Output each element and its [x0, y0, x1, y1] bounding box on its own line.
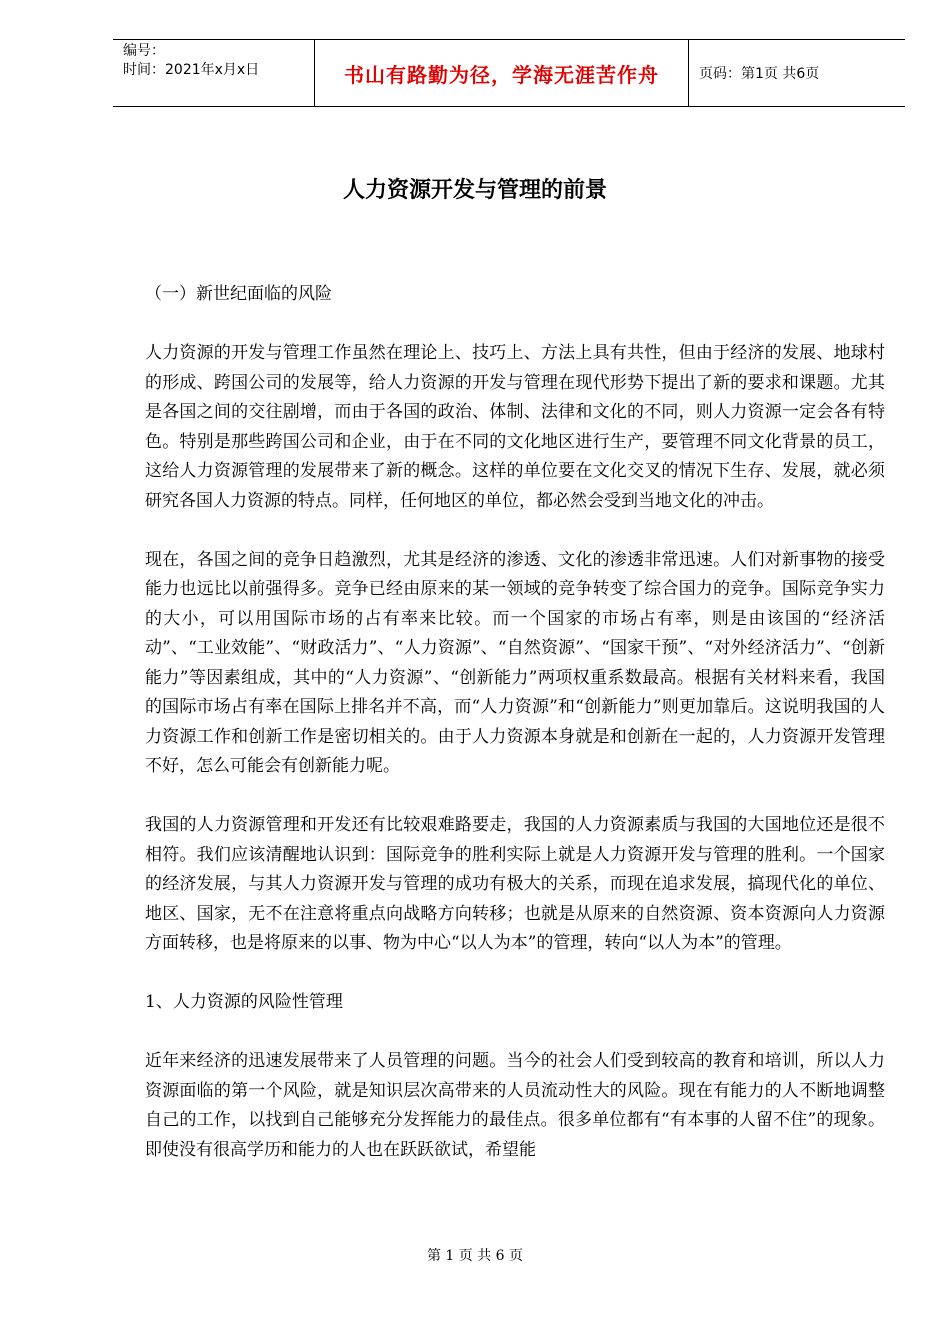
- header-number-label: 编号：: [123, 43, 165, 59]
- subsection-heading: 1、人力资源的风险性管理: [145, 992, 343, 1012]
- document-body: [145, 280, 885, 1195]
- page-footer: 第 1 页 共 6 页: [426, 1248, 524, 1264]
- body-paragraph: 我国的人力资源管理和开发还有比较艰难路要走，我国的人力资源素质与我国的大国地位还是很不相符。我们应该清醒地认识到：国际竞争的胜利实际上就是人力资源开发与管理的胜利。一个国家的经济发展，与其人力资源开发与管理的成功有极大的关系，而现在追求发展，搞现代化的单位、地区、国家，无不在注意将重点向战略方向转移；也就是从原来的自然资源、资本资源向人力资源方面转移，也是将原来的以事、物为中心“以人为本”的管理，转向“以人为本”的管理。: [145, 815, 885, 953]
- header-motto: 书山有路勤为径，学海无涯苦作舟: [315, 40, 689, 106]
- document-title: 人力资源开发与管理的前景: [342, 178, 607, 203]
- document-header: [113, 39, 905, 107]
- body-paragraph: 人力资源的开发与管理工作虽然在理论上、技巧上、方法上具有共性，但由于经济的发展、地球村的形成、跨国公司的发展等，给人力资源的开发与管理在现代形势下提出了新的要求和课题。尤其是各国之间的交往剧增，而由于各国的政治、体制、法律和文化的不同，则人力资源一定会各有特色。特别是那些跨国公司和企业，由于在不同的文化地区进行生产，要管理不同文化背景的员工，这给人力资源管理的发展带来了新的概念。这样的单位要在文化交叉的情况下生存、发展，就必须研究各国人力资源的特点。同样，任何地区的单位，都必然会受到当地文化的冲击。: [145, 343, 885, 511]
- header-page-info: 页码：第1页 共6页: [699, 66, 820, 82]
- body-paragraph: 近年来经济的迅速发展带来了人员管理的问题。当今的社会人们受到较高的教育和培训，所以人力资源面临的第一个风险，就是知识层次高带来的人员流动性大的风险。现在有能力的人不断地调整自己的工作，以找到自己能够充分发挥能力的最佳点。很多单位都有“有本事的人留不住”的现象。即使没有很高学历和能力的人也在跃跃欲试，希望能: [145, 1051, 885, 1160]
- section-heading: （一）新世纪面临的风险: [145, 284, 332, 304]
- header-time-label: 时间：2021年x月x日: [123, 62, 260, 78]
- header-meta-cell: [113, 40, 315, 106]
- body-paragraph: 现在，各国之间的竞争日趋激烈，尤其是经济的渗透、文化的渗透非常迅速。人们对新事物的接受能力也远比以前强得多。竞争已经由原来的某一领域的竞争转变了综合国力的竞争。国际竞争实力的大小，可以用国际市场的占有率来比较。而一个国家的市场占有率，则是由该国的“经济活动”、“工业效能”、“财政活力”、“人力资源”、“自然资源”、“国家干预”、“对外经济活力”、“创新能力”等因素组成，其中的“人力资源”、“创新能力”两项权重系数最高。根据有关材料来看，我国的国际市场占有率在国际上排名并不高，而“人力资源”和“创新能力”则更加靠后。这说明我国的人力资源工作和创新工作是密切相关的。由于人力资源本身就是和创新在一起的，人力资源开发管理不好，怎么可能会有创新能力呢。: [145, 549, 885, 776]
